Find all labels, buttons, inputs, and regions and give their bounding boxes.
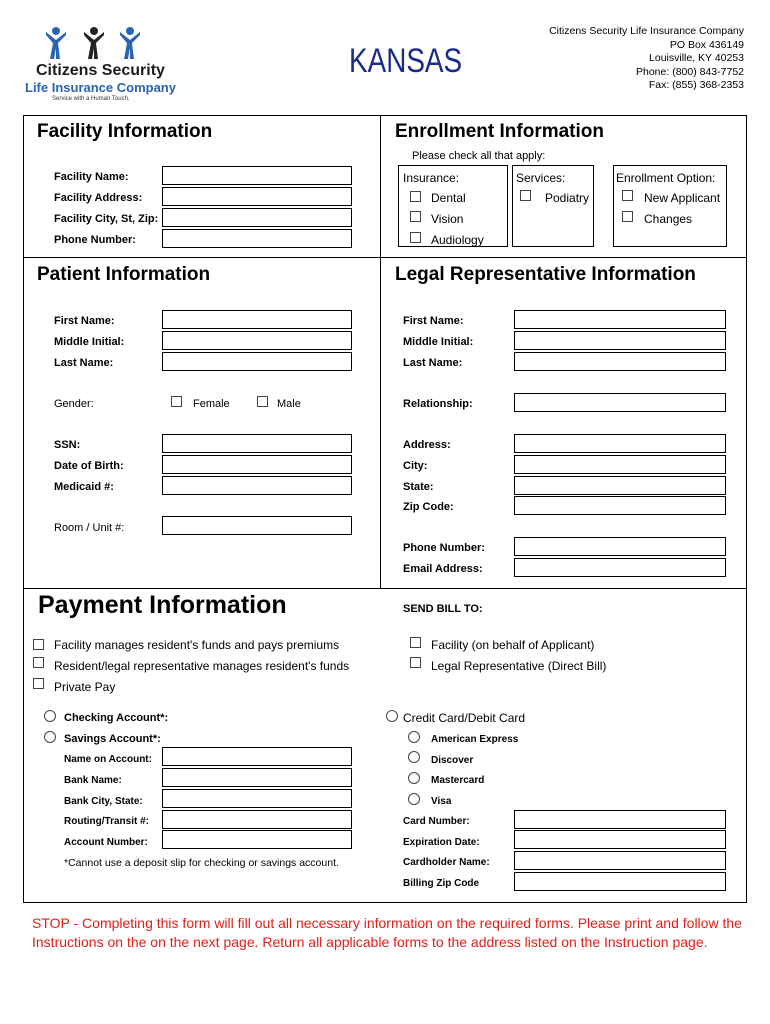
credit-card-radio[interactable] (386, 710, 398, 722)
ssn-label: SSN: (54, 439, 81, 451)
card-number-label: Card Number: (403, 816, 470, 827)
rep-middle-initial-label: Middle Initial: (403, 336, 474, 348)
address-line: Citizens Security Life Insurance Company (549, 25, 744, 37)
payment-section-title: Payment Information (38, 591, 287, 619)
facility-section-title: Facility Information (37, 121, 213, 142)
dob-label: Date of Birth: (54, 460, 124, 472)
new-applicant-label: New Applicant (644, 191, 721, 205)
facility-city-label: Facility City, St, Zip: (54, 213, 159, 225)
resident-manages-checkbox[interactable] (33, 657, 44, 668)
rep-first-name-input[interactable] (514, 310, 726, 329)
resident-manages-label: Resident/legal representative manages resident's funds (54, 659, 350, 673)
visa-label: Visa (431, 796, 452, 807)
rep-state-input[interactable] (514, 476, 726, 495)
male-label: Male (277, 398, 301, 410)
company-logo (22, 26, 176, 106)
billing-zip-input[interactable] (514, 872, 726, 891)
facility-address-label: Facility Address: (54, 192, 143, 204)
billing-zip-label: Billing Zip Code (403, 878, 480, 889)
checking-radio[interactable] (44, 710, 56, 722)
visa-radio[interactable] (408, 793, 420, 805)
vision-checkbox[interactable] (410, 211, 421, 222)
podiatry-label: Podiatry (545, 191, 590, 205)
facility-manages-label: Facility manages resident's funds and pays premiums (54, 638, 340, 652)
send-bill-to-label: SEND BILL TO: (403, 603, 483, 615)
patient-middle-initial-input[interactable] (162, 331, 352, 350)
male-checkbox[interactable] (257, 396, 268, 407)
relationship-input[interactable] (514, 393, 726, 412)
dob-input[interactable] (162, 455, 352, 474)
rep-phone-input[interactable] (514, 537, 726, 556)
facility-phone-label: Phone Number: (54, 234, 136, 246)
insurance-label: Insurance: (403, 171, 460, 185)
enrollment-section-title: Enrollment Information (395, 121, 604, 142)
room-unit-input[interactable] (162, 516, 352, 535)
facility-name-input[interactable] (162, 166, 352, 185)
audiology-label: Audiology (431, 233, 484, 247)
changes-checkbox[interactable] (622, 211, 633, 222)
deposit-slip-note: *Cannot use a deposit slip for checking or savings account. (64, 857, 339, 869)
cardholder-name-label: Cardholder Name: (403, 857, 490, 868)
people-logo-icon (44, 26, 144, 60)
state-title: KANSAS (349, 42, 463, 80)
rep-zip-input[interactable] (514, 496, 726, 515)
rep-last-name-input[interactable] (514, 352, 726, 371)
mastercard-label: Mastercard (431, 775, 485, 786)
account-number-input[interactable] (162, 830, 352, 849)
rep-city-input[interactable] (514, 455, 726, 474)
rep-middle-initial-input[interactable] (514, 331, 726, 350)
name-on-account-input[interactable] (162, 747, 352, 766)
audiology-checkbox[interactable] (410, 232, 421, 243)
divider (23, 257, 747, 258)
routing-label: Routing/Transit #: (64, 816, 149, 827)
amex-label: American Express (431, 734, 519, 745)
rep-first-name-label: First Name: (403, 315, 464, 327)
name-on-account-label: Name on Account: (64, 754, 152, 765)
ssn-input[interactable] (162, 434, 352, 453)
divider (23, 588, 747, 589)
private-pay-checkbox[interactable] (33, 678, 44, 689)
rep-city-label: City: (403, 460, 428, 472)
savings-radio[interactable] (44, 731, 56, 743)
dental-label: Dental (431, 191, 466, 205)
card-number-input[interactable] (514, 810, 726, 829)
logo-line2: Life Insurance Company (25, 80, 176, 95)
address-line: PO Box 436149 (669, 38, 744, 51)
legal-rep-section-title: Legal Representative Information (395, 264, 696, 285)
bank-name-label: Bank Name: (64, 775, 122, 786)
female-label: Female (193, 398, 230, 410)
bank-city-state-input[interactable] (162, 789, 352, 808)
rep-address-input[interactable] (514, 434, 726, 453)
bank-city-state-label: Bank City, State: (64, 796, 143, 807)
amex-radio[interactable] (408, 731, 420, 743)
rep-state-label: State: (403, 481, 434, 493)
expiration-date-label: Expiration Date: (403, 837, 480, 848)
dental-checkbox[interactable] (410, 191, 421, 202)
divider (380, 115, 381, 588)
stop-notice: STOP - Completing this form will fill out all necessary information on the required forms. Please print and follow the Instructions on the on the next page. Return all applicable forms to the address listed on the Instruction page. (32, 915, 742, 950)
patient-last-name-label: Last Name: (54, 357, 114, 369)
credit-card-label: Credit Card/Debit Card (403, 711, 526, 725)
patient-first-name-label: First Name: (54, 315, 115, 327)
address-line: Fax: (855) 368-2353 (648, 79, 744, 91)
bill-facility-label: Facility (on behalf of Applicant) (431, 638, 595, 652)
patient-last-name-input[interactable] (162, 352, 352, 371)
account-number-label: Account Number: (64, 837, 148, 848)
rep-last-name-label: Last Name: (403, 357, 463, 369)
enrollment-option-label: Enrollment Option: (616, 171, 716, 185)
private-pay-label: Private Pay (54, 680, 116, 694)
routing-input[interactable] (162, 810, 352, 829)
rep-email-label: Email Address: (403, 563, 483, 575)
patient-first-name-input[interactable] (162, 310, 352, 329)
relationship-label: Relationship: (403, 398, 473, 410)
medicaid-input[interactable] (162, 476, 352, 495)
podiatry-checkbox[interactable] (520, 190, 531, 201)
bill-legal-rep-label: Legal Representative (Direct Bill) (431, 659, 607, 673)
gender-label: Gender: (54, 398, 94, 410)
rep-address-label: Address: (403, 439, 451, 451)
female-checkbox[interactable] (171, 396, 182, 407)
changes-label: Changes (644, 212, 693, 226)
bill-facility-checkbox[interactable] (410, 637, 421, 648)
rep-email-input[interactable] (514, 558, 726, 577)
new-applicant-checkbox[interactable] (622, 190, 633, 201)
discover-label: Discover (431, 755, 474, 766)
medicaid-label: Medicaid #: (54, 481, 114, 493)
patient-middle-initial-label: Middle Initial: (54, 336, 125, 348)
services-label: Services: (516, 171, 566, 185)
rep-phone-label: Phone Number: (403, 542, 485, 554)
address-line: Phone: (800) 843-7752 (636, 65, 744, 78)
logo-line1: Citizens Security (36, 62, 165, 79)
facility-phone-input[interactable] (162, 229, 352, 248)
cardholder-name-input[interactable] (514, 851, 726, 870)
enrollment-instruction: Please check all that apply: (412, 150, 546, 162)
mastercard-radio[interactable] (408, 772, 420, 784)
patient-section-title: Patient Information (37, 264, 211, 285)
bill-legal-rep-checkbox[interactable] (410, 657, 421, 668)
facility-manages-checkbox[interactable] (33, 639, 44, 650)
expiration-date-input[interactable] (514, 830, 726, 849)
logo-tagline: Service with a Human Touch. (52, 96, 130, 102)
bank-name-input[interactable] (162, 768, 352, 787)
company-address (504, 25, 744, 93)
vision-label: Vision (431, 212, 464, 226)
savings-label: Savings Account*: (64, 733, 161, 745)
rep-zip-label: Zip Code: (403, 501, 454, 513)
address-line: Louisville, KY 40253 (649, 52, 744, 64)
checking-label: Checking Account*: (64, 712, 169, 724)
room-unit-label: Room / Unit #: (54, 522, 125, 534)
facility-address-input[interactable] (162, 187, 352, 206)
facility-name-label: Facility Name: (54, 171, 129, 183)
facility-city-input[interactable] (162, 208, 352, 227)
discover-radio[interactable] (408, 751, 420, 763)
